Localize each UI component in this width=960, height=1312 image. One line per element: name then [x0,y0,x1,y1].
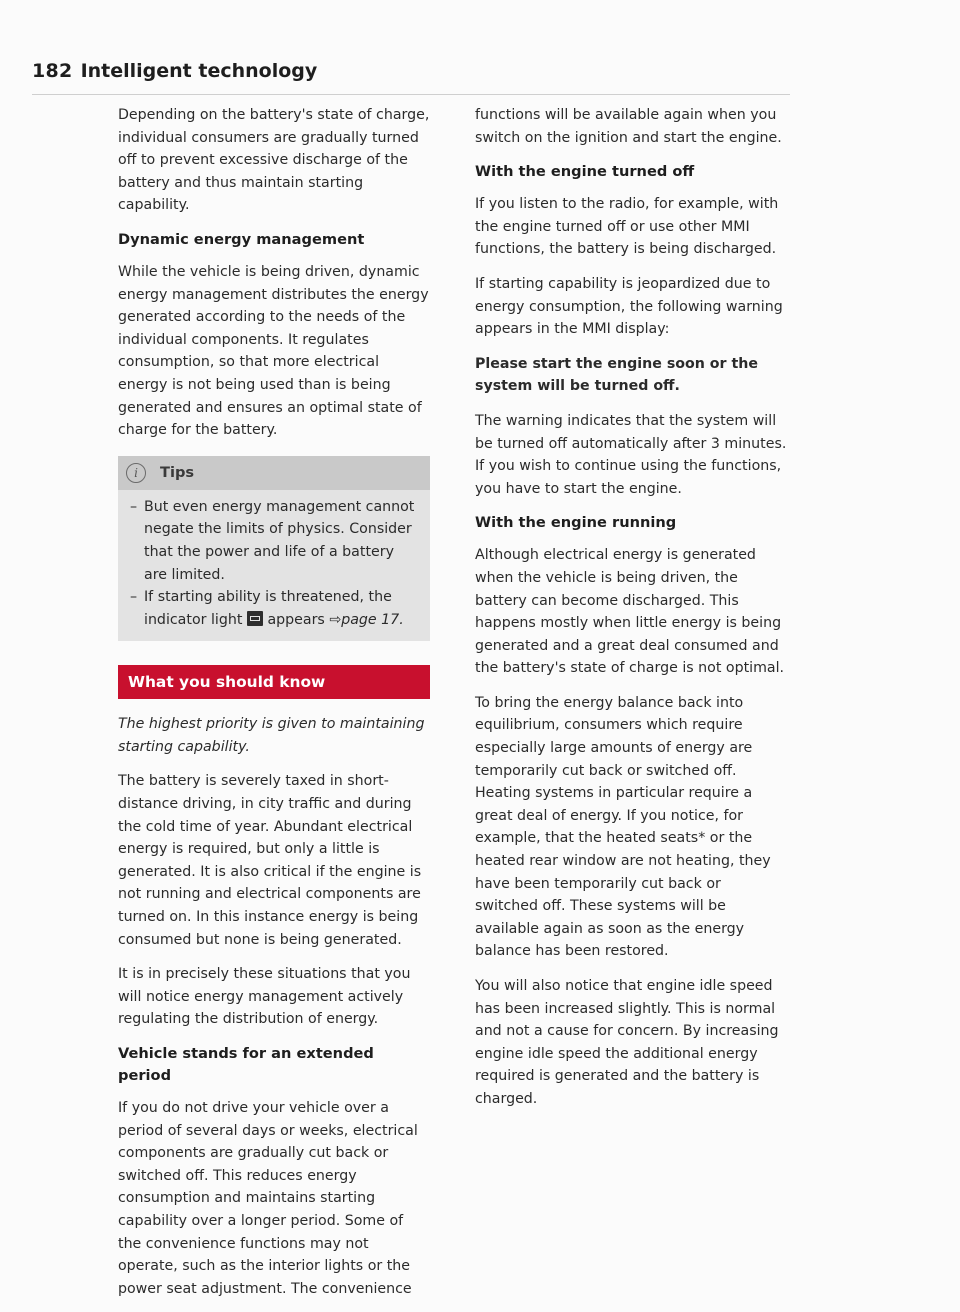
paragraph: functions will be available again when you switch on the ignition and start the engine. [475,107,782,146]
paragraph: If you do not drive your vehicle over a period of several days or weeks, electrical components are gradually cut back or switched off. This reduces energy consumption and maintains starting capability over a longer period. Some of the convenience functions may not operate, such as the interior lights or the power seat adjustment. The convenience [118,1100,418,1297]
tips-label: Tips [160,464,195,482]
tips-box [118,456,430,642]
page-number: 182 [32,60,73,82]
intro-italic: The highest priority is given to maintaining starting capability. [118,716,425,755]
paragraph: The warning indicates that the system will be turned off automatically after 3 minutes. If you wish to continue using the functions, you have to start the engine. [475,412,787,497]
heading-vehicle-stands: Vehicle stands for an extended period [118,1045,374,1084]
left-column [118,104,430,1312]
paragraph: Depending on the battery's state of charge, individual consumers are gradually turned off to prevent excessive discharge of the battery and thus maintain starting capability. [118,107,430,214]
tips-list [118,490,430,636]
paragraph: While the vehicle is being driven, dynamic energy management distributes the energy generated according to the needs of the individual components. It regulates consumption, so that more electrical energy is not being used than is being generated and ensures an optimal state of charge for the battery. [118,263,429,439]
tips-header [118,456,430,490]
section-title-bar: What you should know [118,665,430,699]
page-header [32,60,790,95]
page-reference-link[interactable]: ⇨page 17. [329,611,404,628]
tips-item: – If starting ability is threatened, the indicator light appears ⇨page 17. [130,589,404,628]
paragraph: Although electrical energy is generated when the vehicle is being driven, the battery can become discharged. This happens mostly when little energy is being generated and a great deal consumed and the battery's state of charge is not optimal. [475,547,785,677]
paragraph: To bring the energy balance back into equilibrium, consumers which require especially large amounts of energy are temporarily cut back or switched off. Heating systems in particular require a great deal of energy. If you notice, for example, that the heated seats* or the heated rear window are not heating, they have been temporarily cut back or switched off. These systems will be available again as soon as the energy balance has been restored. [475,694,771,960]
mmi-warning-text: Please start the engine soon or the system will be turned off. [475,355,758,395]
paragraph: You will also notice that engine idle speed has been increased slightly. This is normal and not a cause for concern. By increasing engine idle speed the additional energy required is generated and the battery is charged. [475,978,779,1107]
heading-engine-running: With the engine running [475,514,677,532]
battery-warning-icon [247,611,263,626]
paragraph: If starting capability is jeopardized due to energy consumption, the following warning appears in the MMI display: [475,275,783,338]
heading-dynamic-energy: Dynamic energy management [118,230,365,248]
heading-engine-off: With the engine turned off [475,163,695,181]
info-icon: i [126,463,146,483]
chapter-title: Intelligent technology [80,60,318,82]
paragraph: It is in precisely these situations that you will notice energy management actively regulating the distribution of energy. [118,966,411,1028]
paragraph: The battery is severely taxed in short-distance driving, in city traffic and during the cold time of year. Abundant electrical energy is required, but only a little is generated. It is also critical if the engine is not running and electrical components are turned on. In this instance energy is being consumed but none is being generated. [118,773,422,948]
right-column [475,104,787,1123]
paragraph: If you listen to the radio, for example, with the engine turned off or use other MMI functions, the battery is being discharged. [475,196,779,258]
tips-item: – But even energy management cannot negate the limits of physics. Consider that the power and life of a battery are limited. [130,498,415,583]
